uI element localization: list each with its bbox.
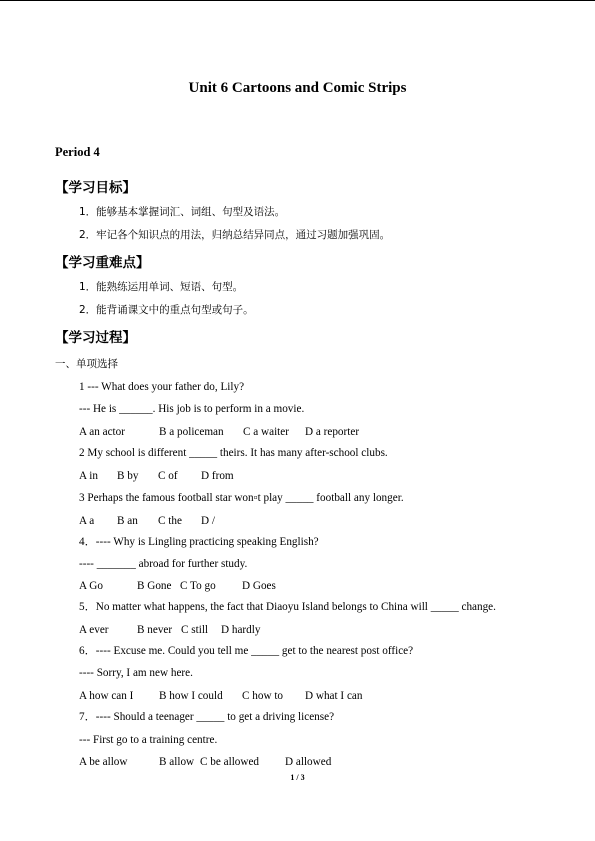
question-2-stem: 2 My school is different _____ theirs. It has many after-school clubs.	[79, 447, 388, 459]
question-3-option-c: C the	[158, 515, 182, 527]
question-7-option-d: D allowed	[285, 756, 332, 768]
question-7-reply: --- First go to a training centre.	[79, 734, 218, 746]
question-5-option-a: A ever	[79, 624, 109, 636]
question-6-stem: 6．---- Excuse me. Could you tell me _____ get to the nearest post office?	[79, 645, 414, 657]
page-top-border	[0, 0, 595, 1]
key-point-item: 1．能熟练运用单词、短语、句型。	[79, 281, 244, 293]
question-1-reply: --- He is ______. His job is to perform in a movie.	[79, 403, 305, 415]
question-6-option-c: C how to	[242, 690, 284, 702]
goals-heading: 【学习目标】	[55, 180, 136, 196]
question-2-option-a: A in	[79, 470, 98, 482]
question-1-option-c: C a waiter	[243, 426, 289, 438]
question-3-option-a: A a	[79, 515, 95, 527]
question-4-stem: 4．---- Why is Lingling practicing speaking English?	[79, 536, 319, 548]
question-6-option-d: D what I can	[305, 690, 363, 702]
process-heading: 【学习过程】	[55, 330, 136, 346]
question-7-stem: 7．---- Should a teenager _____ to get a driving license?	[79, 711, 335, 723]
question-4-option-c: C To go	[180, 580, 216, 592]
question-1-option-a: A an actor	[79, 426, 125, 438]
question-2-option-b: B by	[117, 470, 139, 482]
key-points-heading: 【学习重难点】	[55, 255, 150, 271]
question-2-option-c: C of	[158, 470, 178, 482]
question-4-option-a: A Go	[79, 580, 103, 592]
question-6-reply: ---- Sorry, I am new here.	[79, 667, 193, 679]
question-1-option-b: B a policeman	[159, 426, 224, 438]
goal-item: 2．牢记各个知识点的用法，归纳总结异同点，通过习题加强巩固。	[79, 229, 391, 241]
question-4-option-d: D Goes	[242, 580, 276, 592]
question-7-option-c: C be allowed	[200, 756, 260, 768]
question-3-option-d: D /	[201, 515, 215, 527]
question-3-stem: 3 Perhaps the famous football star won▫t play _____ football any longer.	[79, 492, 404, 504]
question-6-option-b: B how I could	[159, 690, 223, 702]
question-7-option-a: A be allow	[79, 756, 128, 768]
question-4-reply: ---- _______ abroad for further study.	[79, 558, 248, 570]
part-one-label: 一、单项选择	[55, 358, 118, 370]
document-title: Unit 6 Cartoons and Comic Strips	[188, 80, 407, 96]
question-5-option-b: B never	[137, 624, 173, 636]
question-1-option-d: D a reporter	[305, 426, 360, 438]
question-3-option-b: B an	[117, 515, 138, 527]
question-5-stem: 5．No matter what happens, the fact that Diaoyu Island belongs to China will _____ change.	[79, 601, 496, 613]
page-number: 1 / 3	[290, 773, 305, 782]
goal-item: 1．能够基本掌握词汇、词组、句型及语法。	[79, 206, 286, 218]
question-2-option-d: D from	[201, 470, 234, 482]
question-6-option-a: A how can I	[79, 690, 134, 702]
question-5-option-d: D hardly	[221, 624, 261, 636]
key-point-item: 2．能背诵课文中的重点句型或句子。	[79, 304, 254, 316]
period-label: Period 4	[55, 145, 100, 159]
question-1-stem: 1 --- What does your father do, Lily?	[79, 381, 245, 393]
question-7-option-b: B allow	[159, 756, 195, 768]
question-5-option-c: C still	[181, 624, 209, 636]
question-4-option-b: B Gone	[137, 580, 172, 592]
